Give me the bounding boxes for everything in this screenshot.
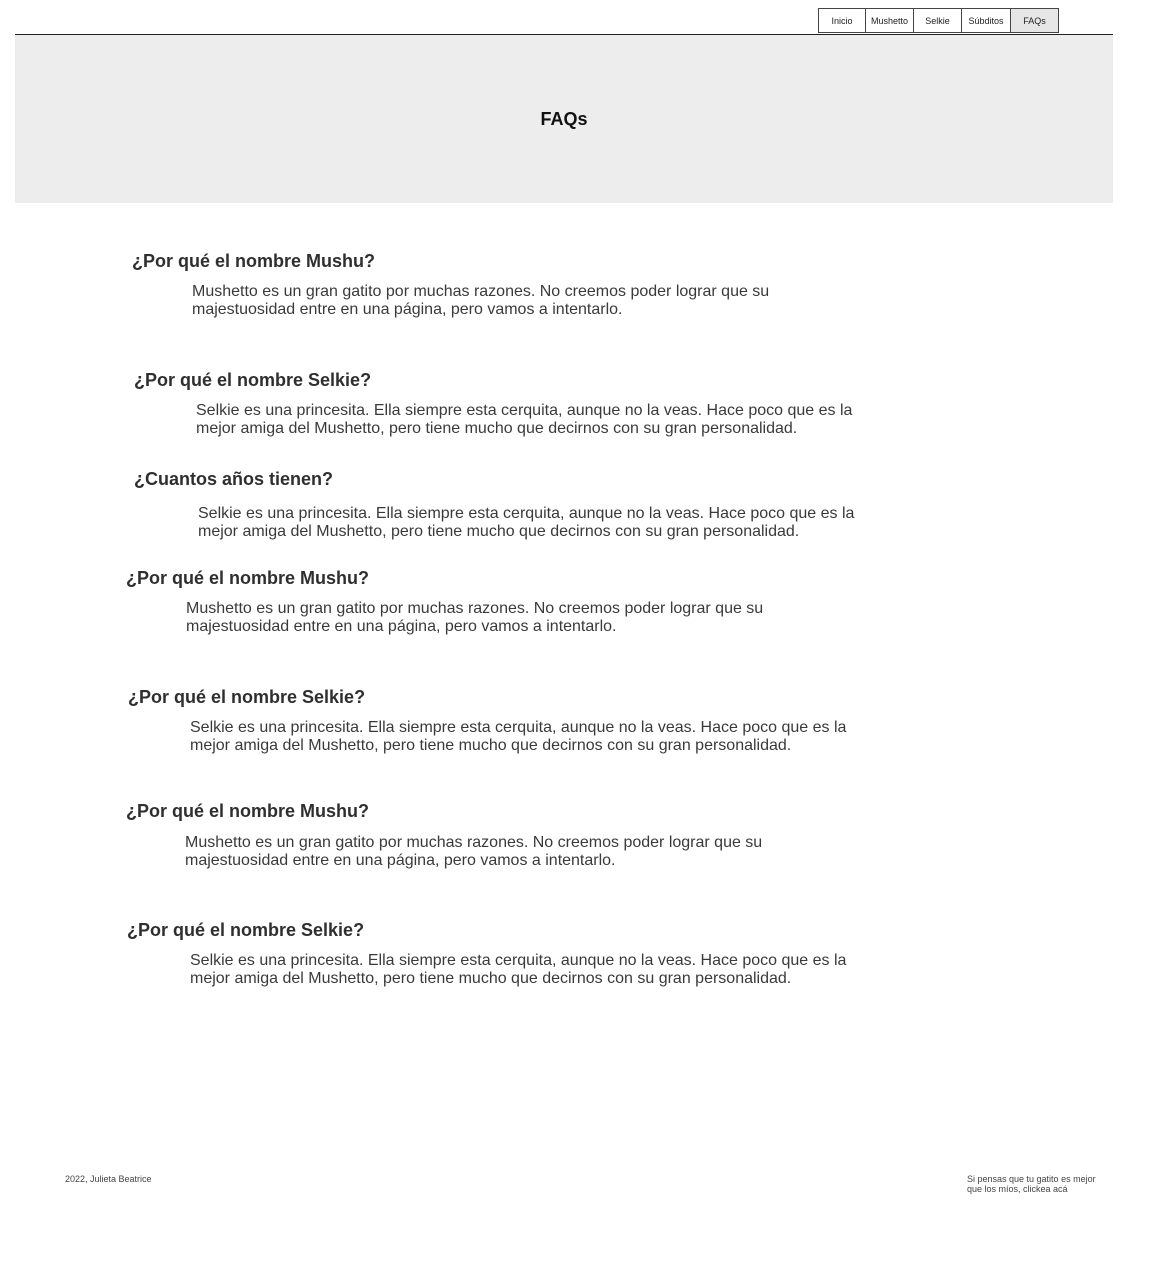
faq-item [132,251,770,318]
nav-item-subditos[interactable]: Súbditos [962,8,1011,33]
footer-copyright: 2022, Julieta Beatrice [65,1174,152,1184]
faq-item [134,469,855,540]
nav-item-inicio[interactable]: Inicio [818,8,866,33]
faq-question: ¿Por qué el nombre Mushu? [132,251,376,271]
nav-item-selkie[interactable]: Selkie [914,8,962,33]
faq-question: ¿Por qué el nombre Mushu? [126,568,370,588]
faq-item [126,801,763,869]
faq-question: ¿Cuantos años tienen? [134,469,334,489]
faq-question: ¿Por qué el nombre Selkie? [134,370,372,390]
faq-question: ¿Por qué el nombre Mushu? [126,801,370,821]
faq-answer: Selkie es una princesita. Ella siempre esta cerquita, aunque no la veas. Hace poco que es la mejor amiga del Mushetto, pero tiene mucho que decirnos con su gran personalidad. [190,952,847,987]
faq-answer: Mushetto es un gran gatito por muchas razones. No creemos poder lograr que su majestuosidad entre en una página, pero vamos a intentarlo. [185,834,763,869]
faq-item [134,370,853,437]
faq-answer: Selkie es una princesita. Ella siempre esta cerquita, aunque no la veas. Hace poco que es la mejor amiga del Mushetto, pero tiene mucho que decirnos con su gran personalidad. [190,719,847,754]
faq-item [126,568,764,635]
faq-item [128,687,847,754]
footer-cta-link[interactable]: Si pensas que tu gatito es mejor que los míos, clickea acá [967,1174,1096,1194]
faq-answer: Mushetto es un gran gatito por muchas razones. No creemos poder lograr que su majestuosidad entre en una página, pero vamos a intentarlo. [192,283,770,318]
faq-answer: Mushetto es un gran gatito por muchas razones. No creemos poder lograr que su majestuosidad entre en una página, pero vamos a intentarlo. [186,600,764,635]
faq-item [127,920,847,987]
faq-question: ¿Por qué el nombre Selkie? [127,920,365,940]
nav-item-mushetto[interactable]: Mushetto [866,8,914,33]
faq-answer: Selkie es una princesita. Ella siempre esta cerquita, aunque no la veas. Hace poco que es la mejor amiga del Mushetto, pero tiene mucho que decirnos con su gran personalidad. [198,505,855,540]
top-nav [818,8,1059,33]
nav-item-faqs[interactable]: FAQs [1011,8,1059,33]
faq-answer: Selkie es una princesita. Ella siempre esta cerquita, aunque no la veas. Hace poco que es la mejor amiga del Mushetto, pero tiene mucho que decirnos con su gran personalidad. [196,402,853,437]
page-title: FAQs [540,108,588,129]
hero-banner [15,35,1113,203]
faq-question: ¿Por qué el nombre Selkie? [128,687,366,707]
